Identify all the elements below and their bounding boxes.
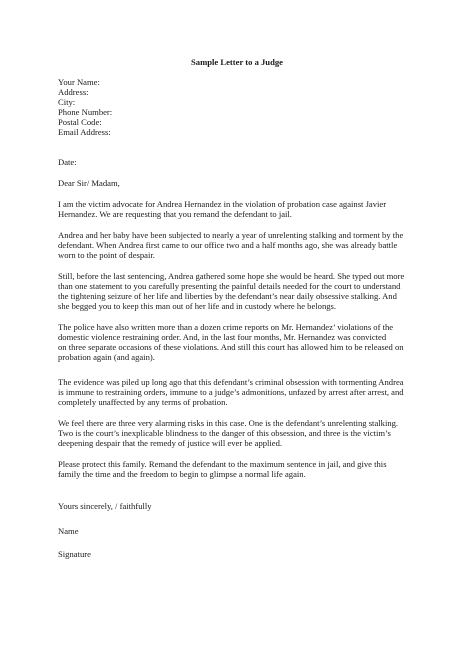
sender-info-block	[58, 77, 430, 138]
paragraph-line: she begged you to keep this man out of her life and in custody where he belongs.	[58, 301, 337, 312]
paragraph-line: The evidence was piled up long ago that this defendant’s criminal obsession with tormenting Andrea	[58, 377, 404, 387]
your-name-field: Your Name:	[58, 77, 100, 87]
paragraph-line: is immune to restraining orders, immune to a judge’s admonitions, unfazed by arrest after arrest, and	[58, 387, 404, 398]
paragraph-5	[58, 377, 430, 407]
paragraph-line: family the time and the freedom to begin to glimpse a normal life again.	[58, 469, 306, 480]
paragraph-line: worn to the point of despair.	[58, 250, 155, 261]
paragraph-1	[58, 199, 430, 219]
name-line: Name	[58, 526, 79, 536]
paragraph-line: completely unaffected by any terms of probation.	[58, 397, 228, 408]
paragraph-line: Please protect this family. Remand the defendant to the maximum sentence in jail, and give this	[58, 459, 387, 469]
paragraph-3	[58, 271, 430, 311]
postal-code-field: Postal Code:	[58, 117, 102, 128]
paragraph-line: probation again (and again).	[58, 352, 155, 363]
phone-number-field: Phone Number:	[58, 107, 113, 118]
email-address-field: Email Address:	[58, 127, 111, 138]
paragraph-line: The police have also written more than a dozen crime reports on Mr. Hernandez’ violations of the	[58, 322, 394, 332]
paragraph-line: domestic violence restraining order. And, in the last four months, Mr. Hernandez was convicted	[58, 332, 387, 343]
paragraph-line: defendant. When Andrea first came to our office two and a half months ago, she was already battle	[58, 240, 398, 251]
paragraph-line: Hernandez. We are requesting that you remand the defendant to jail.	[58, 209, 292, 220]
closing-line: Yours sincerely, / faithfully	[58, 501, 152, 511]
paragraph-2	[58, 230, 430, 260]
paragraph-line: deepening despair that the remedy of justice will ever be applied.	[58, 438, 283, 449]
date-line: Date:	[58, 157, 77, 167]
paragraph-line: We feel there are three very alarming risks in this case. One is the defendant’s unrelenting stalking.	[58, 418, 399, 428]
address-field: Address:	[58, 87, 89, 98]
city-field: City:	[58, 97, 76, 108]
paragraph-line: than one statement to you carefully presenting the painful details needed for the court to understand	[58, 281, 401, 292]
paragraph-line: the tightening seizure of her life and liberties by the defendant’s near daily obsessive stalking. And	[58, 291, 397, 302]
signature-line: Signature	[58, 549, 91, 559]
paragraph-4	[58, 322, 430, 362]
paragraph-line: I am the victim advocate for Andrea Hernandez in the violation of probation case against Javier	[58, 199, 387, 209]
paragraph-7	[58, 459, 430, 479]
paragraph-line: on three separate occasions of these violations. And still this court has allowed him to be released on	[58, 342, 404, 353]
paragraph-line: Still, before the last sentencing, Andrea gathered some hope she would be heard. She typed out more	[58, 271, 405, 281]
paragraph-line: Two is the court’s inexplicable blindness to the danger of this obsession, and three is the victim’s	[58, 428, 391, 439]
document-title: Sample Letter to a Judge	[191, 57, 283, 67]
salutation: Dear Sir/ Madam,	[58, 178, 120, 188]
paragraph-line: Andrea and her baby have been subjected to nearly a year of unrelenting stalking and torment by the	[58, 230, 404, 240]
paragraph-6	[58, 418, 430, 448]
